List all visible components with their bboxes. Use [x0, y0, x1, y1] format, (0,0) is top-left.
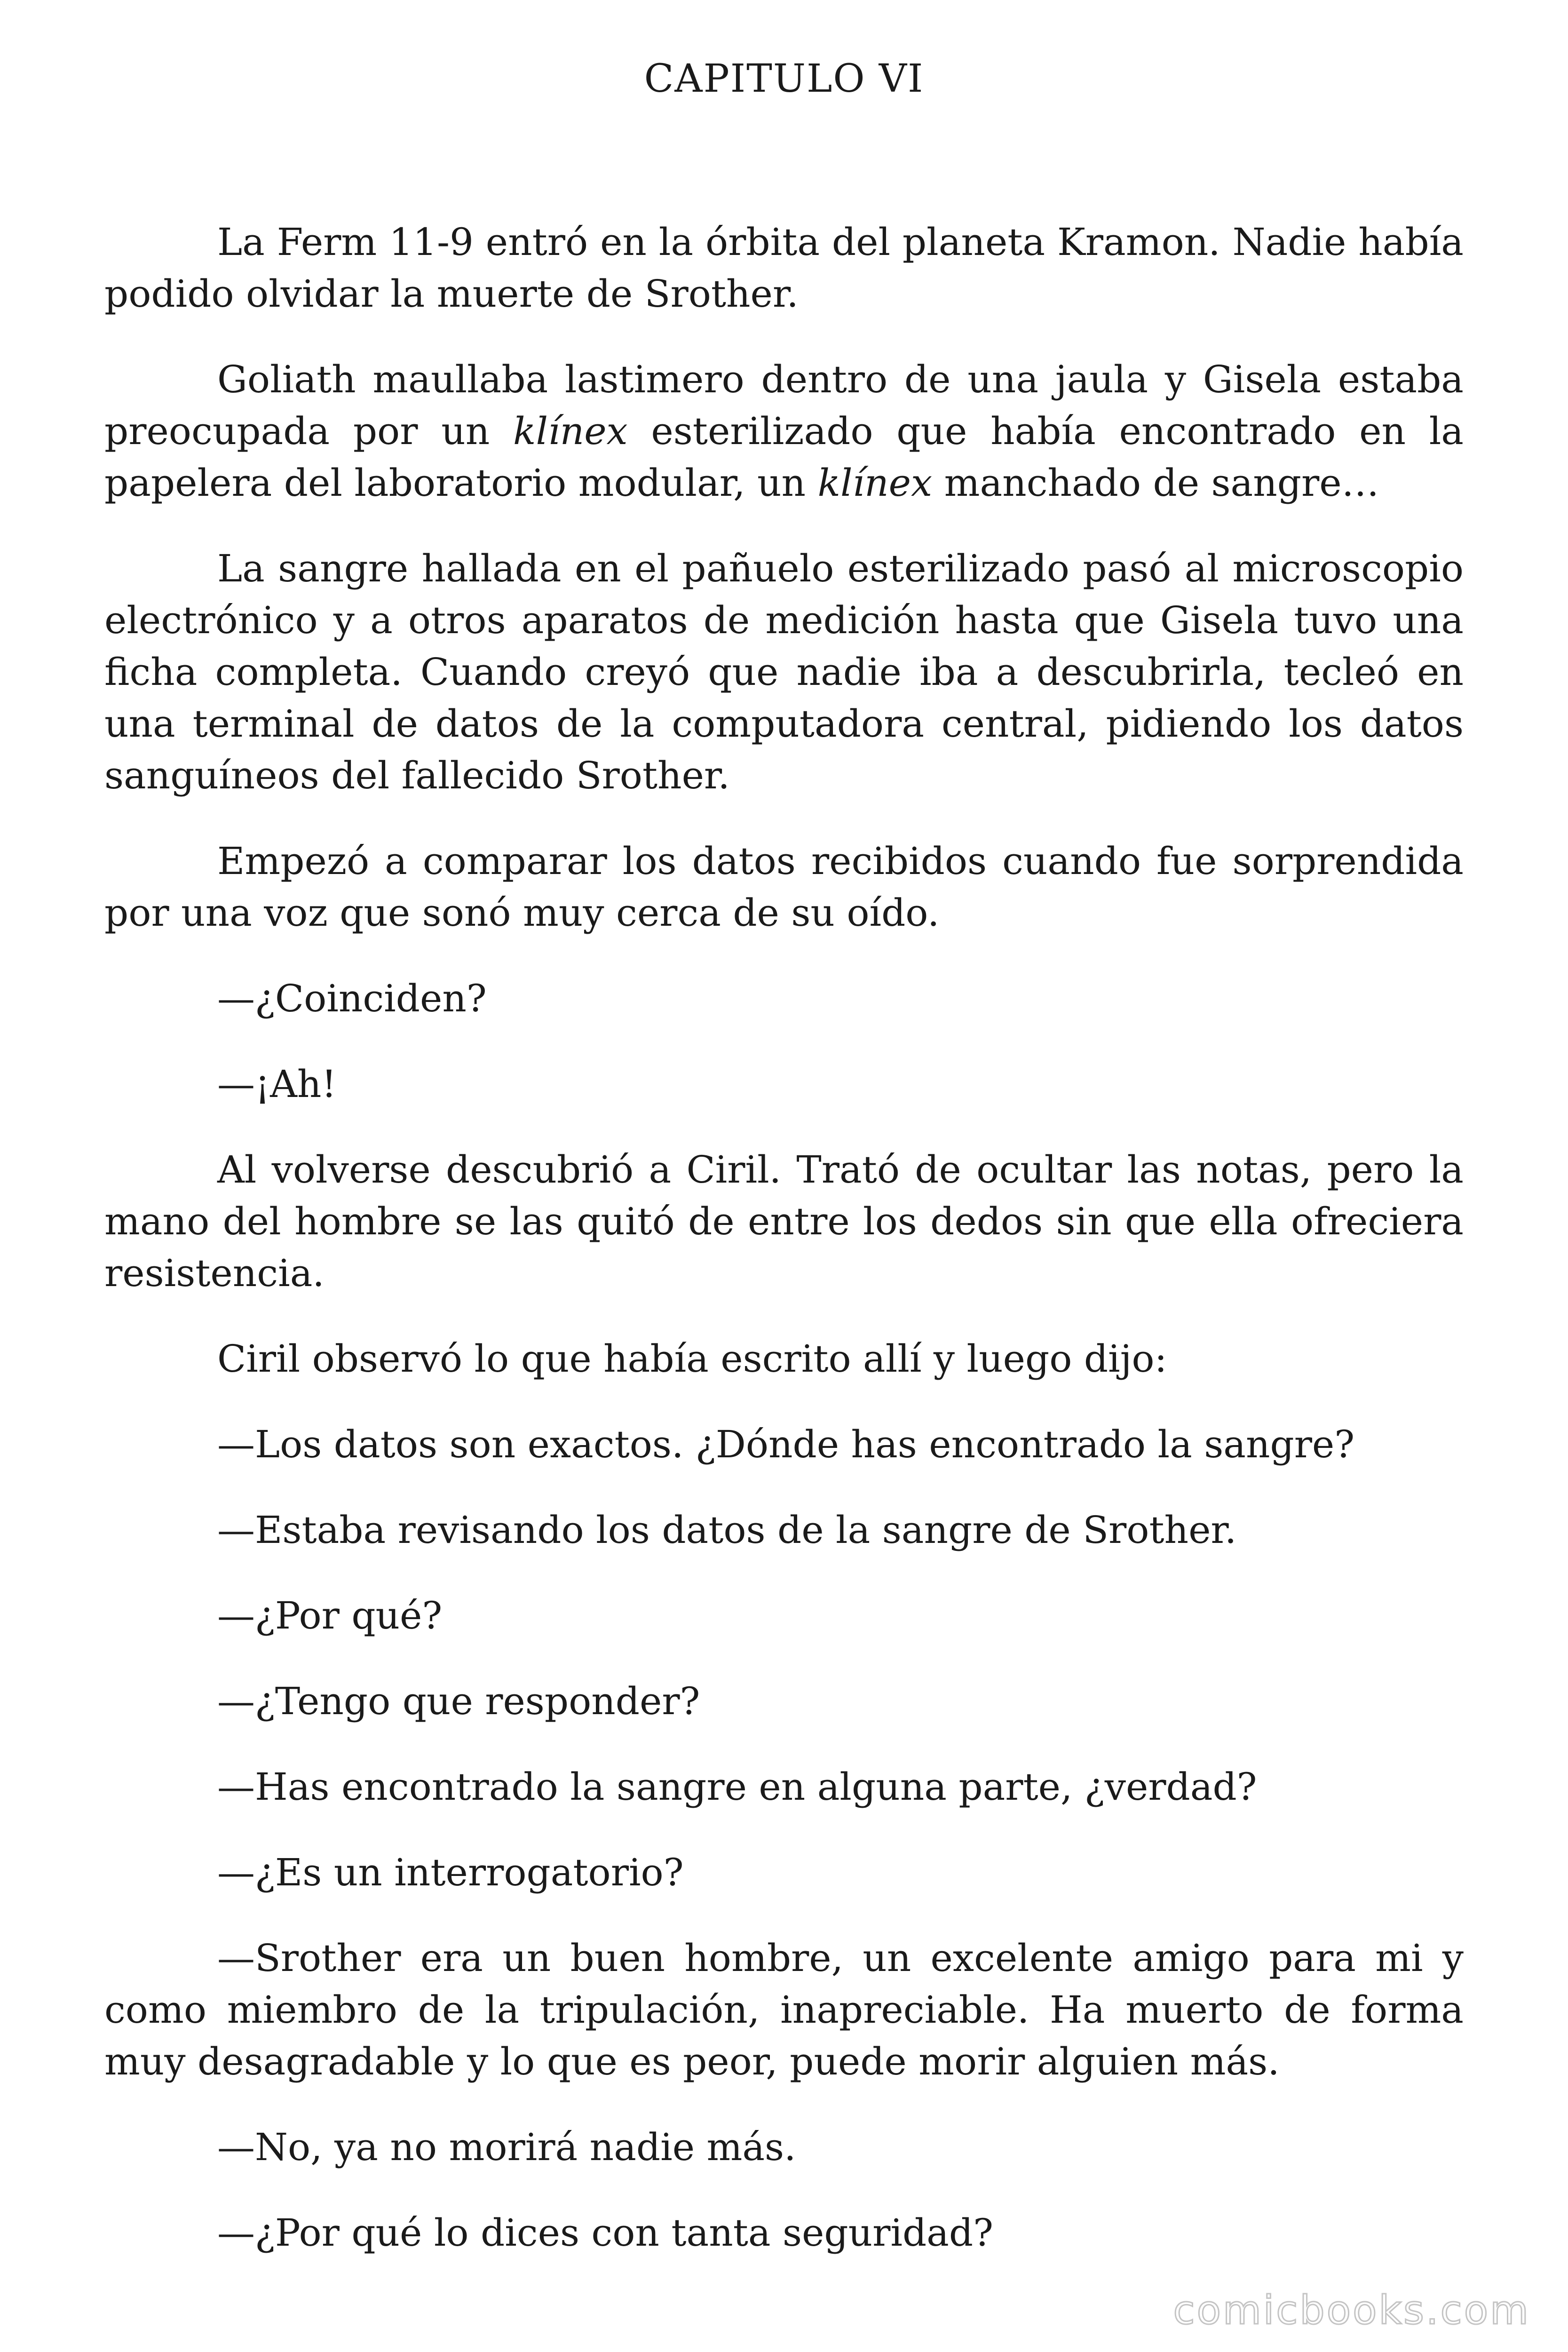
dialogue-line: —Has encontrado la sangre en alguna parte, ¿verdad?: [217, 1765, 1257, 1809]
dialogue-line: —¿Por qué lo dices con tanta seguridad?: [217, 2211, 993, 2255]
watermark: comicbooks.com: [1173, 2287, 1530, 2333]
paragraph-with-italics: [104, 354, 1464, 509]
italic-term: klínex: [513, 409, 628, 453]
text-segment: Goliath maullaba lastimero dentro de una jaula y Gisela estaba preocupada por un: [104, 358, 1464, 453]
dialogue-line: —Estaba revisando los datos de la sangre de Srother.: [217, 1508, 1237, 1552]
paragraph: La Ferm 11-9 entró en la órbita del planeta Kramon. Nadie había podido olvidar la muerte de Srother.: [104, 220, 1464, 316]
dialogue-line: —¿Tengo que responder?: [217, 1679, 700, 1723]
paragraph: Ciril observó lo que había escrito allí y luego dijo:: [217, 1337, 1167, 1381]
paragraph: La sangre hallada en el pañuelo esterilizado pasó al microscopio electrónico y a otros aparatos de medición hasta que Gisela tuvo una ficha completa. Cuando creyó que nadie iba a descubrirla, tecleó en una terminal de datos de la computadora central, pidiendo los datos sanguíneos del fallecido Srother.: [104, 547, 1464, 797]
dialogue-line: —¿Es un interrogatorio?: [217, 1851, 684, 1894]
text-segment: manchado de sangre…: [944, 461, 1379, 505]
dialogue-line: —No, ya no morirá nadie más.: [217, 2125, 796, 2169]
paragraph: Al volverse descubrió a Ciril. Trató de ocultar las notas, pero la mano del hombre se las quitó de entre los dedos sin que ella ofreciera resistencia.: [104, 1148, 1464, 1295]
dialogue-line: —¡Ah!: [217, 1062, 337, 1106]
paragraph: Empezó a comparar los datos recibidos cuando fue sorprendida por una voz que sonó muy cerca de su oído.: [104, 839, 1464, 935]
chapter-title: CAPITULO VI: [644, 56, 924, 101]
italic-term: klínex: [817, 461, 933, 505]
dialogue-line: —¿Coinciden?: [217, 977, 487, 1020]
dialogue-line: —Srother era un buen hombre, un excelente amigo para mi y como miembro de la tripulación, inapreciable. Ha muerto de forma muy desagradable y lo que es peor, puede morir alguien más.: [104, 1936, 1464, 2083]
chapter-body: [104, 216, 1464, 2293]
text-segment: esterilizado que había encontrado en la papelera del laboratorio modular, un: [104, 409, 1464, 505]
dialogue-line: —Los datos son exactos. ¿Dónde has encontrado la sangre?: [217, 1422, 1355, 1466]
dialogue-line: —¿Por qué?: [217, 1594, 443, 1637]
